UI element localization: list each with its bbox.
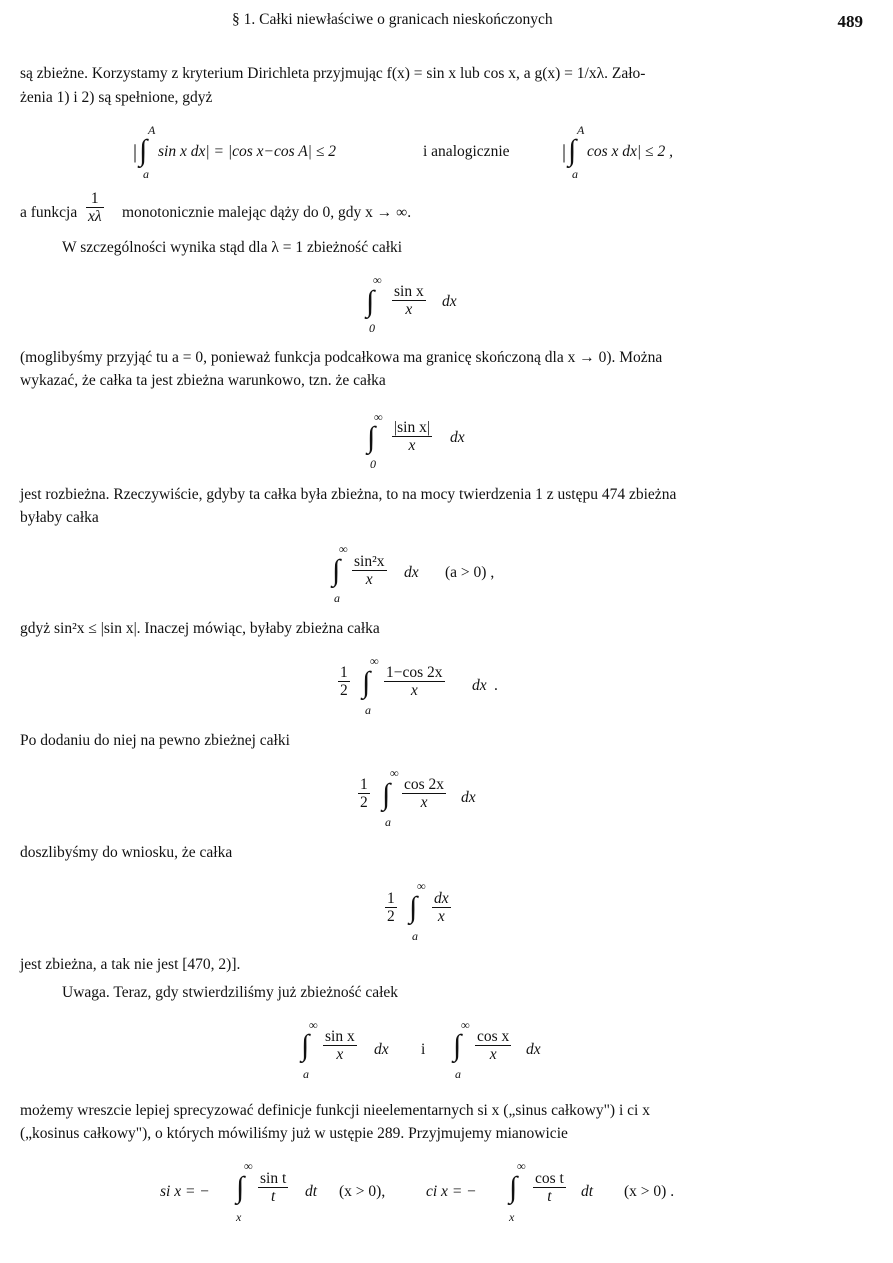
denominator: x [365,571,373,588]
fraction [385,890,397,925]
denominator: x [405,301,413,318]
numerator: sin²x [354,553,385,570]
abs-bar: | [562,141,567,163]
integral-sign: ∫ [362,666,371,699]
text-line: gdyż sin²x ≤ |sin x|. Inaczej mówiąc, byłaby zbieżna całka [20,620,380,637]
numerator: 1 [387,890,395,907]
differential: dt [305,1183,318,1200]
lower-limit: x [236,1210,242,1224]
denominator: 2 [387,908,395,925]
text-line: możemy wreszcie lepiej sprecyzować definicje funkcji nieelementarnych si x („sinus całkowy") i ci x [20,1102,650,1119]
differential: dx [374,1041,389,1058]
connector-text: i analogicznie [423,143,510,160]
condition: (x > 0), [339,1183,386,1200]
differential: dx [526,1041,541,1058]
differential: dx [442,293,457,310]
text-run: monotonicznie malejąc dąży do 0, gdy x → ∞. [122,204,412,221]
condition: (a > 0) , [445,564,495,581]
differential: dt [581,1183,594,1200]
text-line: byłaby całka [20,509,99,526]
differential: dx [450,429,465,446]
upper-limit: A [148,123,156,137]
numerator: 1 [360,776,368,793]
text-line: są zbieżne. Korzystamy z kryterium Dirichleta przyjmując f(x) = sin x lub cos x, a g(x) = 1/xλ. Zało- [20,65,646,82]
upper-limit: ∞ [373,273,382,287]
denominator: xλ [88,208,102,225]
integrand: cos x dx| ≤ 2 , [587,143,673,160]
upper-limit: ∞ [517,1159,526,1173]
upper-limit: A [577,123,585,137]
lower-limit: a [334,591,340,605]
denominator: x [437,908,445,925]
fraction [352,553,387,588]
si-lhs: si x = − [160,1183,210,1200]
lower-limit: a [412,929,418,943]
upper-limit: ∞ [417,879,426,893]
fraction [258,1170,288,1205]
denominator: x [420,794,428,811]
integral-sign: ∫ [301,1029,310,1062]
fraction [86,190,104,225]
text-line: (moglibyśmy przyjąć tu a = 0, ponieważ funkcja podcałkowa ma granicę skończoną dla x → 0). Można [20,349,663,366]
lower-limit: a [143,167,149,181]
denominator: x [336,1046,344,1063]
text-line: Po dodaniu do niej na pewno zbieżnej całki [20,732,290,749]
upper-limit: ∞ [370,654,379,668]
lower-limit: a [385,815,391,829]
fraction [358,776,370,811]
period: . [494,677,498,694]
fraction [323,1028,357,1063]
connector-text: i [421,1041,426,1058]
integral-sign: ∫ [509,1171,518,1204]
integrand: sin x dx| = |cos x−cos A| ≤ 2 [158,143,336,160]
denominator: x [410,682,418,699]
denominator: 2 [360,794,368,811]
lower-limit: x [509,1210,515,1224]
differential: dx [404,564,419,581]
denominator: 2 [340,682,348,699]
text-line: żenia 1) i 2) są spełnione, gdyż [20,89,213,106]
fraction [392,283,426,318]
differential: dx [461,789,476,806]
fraction [392,419,432,454]
integral-sign: ∫ [382,778,391,811]
condition: (x > 0) . [624,1183,675,1200]
numerator: sin x [325,1028,355,1045]
page-number: 489 [837,12,863,31]
lower-limit: a [365,703,371,717]
denominator: x [408,437,416,454]
lower-limit: 0 [370,457,376,471]
running-head: § 1. Całki niewłaściwe o granicach nieskończonych [232,11,553,28]
numerator: cos x [477,1028,510,1045]
numerator: 1 [86,190,104,208]
lower-limit: a [572,167,578,181]
text-line: jest rozbieżna. Rzeczywiście, gdyby ta całka była zbieżna, to na mocy twierdzenia 1 z ustępu 474 zbieżna [20,486,677,503]
integral-sign: ∫ [139,134,148,167]
fraction [384,664,445,699]
upper-limit: ∞ [390,766,399,780]
upper-limit: ∞ [339,542,348,556]
integral-sign: ∫ [453,1029,462,1062]
text-line: doszlibyśmy do wniosku, że całka [20,844,233,861]
numerator: 1−cos 2x [386,664,443,681]
integral-sign: ∫ [568,134,577,167]
fraction [533,1170,566,1205]
upper-limit: ∞ [374,410,383,424]
text-run: a funkcja [20,204,78,221]
denominator: x [489,1046,497,1063]
upper-limit: ∞ [309,1018,318,1032]
abs-bar: | [133,141,138,163]
integral-sign: ∫ [366,285,375,318]
numerator: cos t [535,1170,564,1187]
numerator: dx [434,890,449,907]
numerator: |sin x| [394,419,430,436]
fraction [475,1028,511,1063]
lower-limit: a [455,1067,461,1081]
denominator: t [270,1188,276,1205]
numerator: cos 2x [404,776,445,793]
differential: dx [472,677,487,694]
integral-sign: ∫ [332,554,341,587]
text-line: W szczególności wynika stąd dla λ = 1 zbieżność całki [62,239,403,256]
lower-limit: 0 [369,321,375,335]
fraction [338,664,350,699]
integral-sign: ∫ [236,1171,245,1204]
numerator: sin x [394,283,424,300]
numerator: sin t [260,1170,287,1187]
text-line: jest zbieżna, a tak nie jest [470, 2)]. [20,956,241,973]
integral-sign: ∫ [409,891,418,924]
numerator: 1 [340,664,348,681]
ci-lhs: ci x = − [426,1183,477,1200]
lower-limit: a [303,1067,309,1081]
fraction [432,890,451,925]
integral-sign: ∫ [367,421,376,454]
text-line: („kosinus całkowy"), o których mówiliśmy już w ustępie 289. Przyjmujemy mianowicie [20,1125,568,1142]
upper-limit: ∞ [244,1159,253,1173]
upper-limit: ∞ [461,1018,470,1032]
text-line: wykazać, że całka ta jest zbieżna warunkowo, tzn. że całka [20,372,386,389]
denominator: t [547,1188,552,1205]
text-line: Uwaga. Teraz, gdy stwierdziliśmy już zbieżność całek [62,984,399,1001]
fraction [402,776,446,811]
